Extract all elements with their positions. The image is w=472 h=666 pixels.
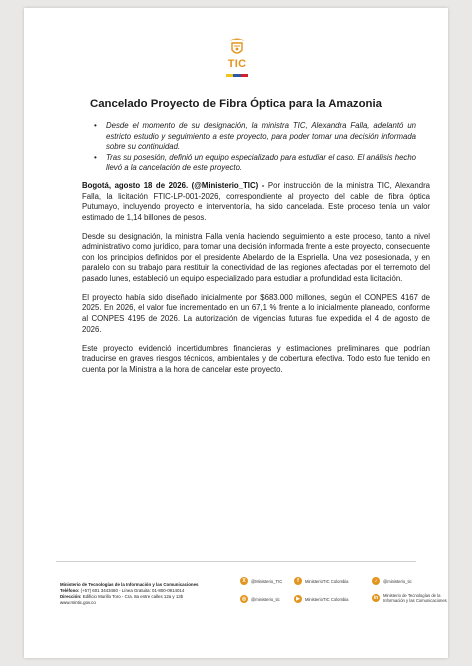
summary-bullets bbox=[94, 121, 416, 174]
x-icon: X bbox=[240, 577, 248, 585]
paragraph-text: Por instrucción de la ministra TIC, Alexandra Falla, la licitación FTIC-LP-001-2026, correspondiente al proyecto del cable de fibra óptica Putumayo, incluyendo proyecto e interventoría, ha sido cancelada. Este proceso tenía un valor estimado de 1,14 billones de pesos. bbox=[82, 181, 430, 222]
social-youtube[interactable] bbox=[294, 595, 349, 603]
tiktok-icon: ♪ bbox=[372, 577, 380, 585]
footer-phone: Teléfono: (+57) 601 3443460 - Línea Gratuita: 01-800-0914014 bbox=[60, 588, 185, 593]
social-label: @Ministerio_TIC bbox=[251, 578, 283, 584]
footer-org: Ministerio de Tecnologías de la Información y las Comunicaciones bbox=[60, 582, 199, 587]
press-release-page bbox=[24, 8, 448, 658]
paragraph-3: El proyecto había sido diseñado inicialmente por $683.000 millones, según el CONPES 4167 de 2025. En 2026, el valor fue incrementado en un 67,1 % frente a lo inicialmente planeado, conforme al CONPES 4195 de 2026. La autorización de vigencias futuras fue expedida el 4 de agosto de 2026. bbox=[82, 292, 430, 334]
social-label: MinisterioTIC Colombia bbox=[305, 578, 349, 584]
facebook-icon: f bbox=[294, 577, 302, 585]
social-x[interactable] bbox=[240, 577, 282, 585]
bullet-item bbox=[94, 152, 416, 174]
bullet-text: Tras su posesión, definió un equipo especializado para estudiar el caso. El análisis hecho llevó a la cancelación de este proyecto. bbox=[106, 152, 416, 173]
instagram-icon: ◎ bbox=[241, 595, 247, 602]
footer-website-link[interactable]: www.mintic.gov.co bbox=[60, 600, 96, 605]
social-links bbox=[240, 577, 450, 613]
bullet-item bbox=[94, 121, 416, 153]
footer-contact bbox=[60, 582, 220, 606]
footer-address: Dirección: Edificio Murillo Toro - Cra. 8a entre calles 12a y 13b bbox=[60, 594, 184, 599]
social-linkedin[interactable] bbox=[372, 593, 452, 603]
flag-stripe bbox=[226, 74, 248, 77]
dateline: Bogotá, agosto 18 de 2026. (@Ministerio_TIC) - bbox=[82, 181, 265, 190]
social-tiktok[interactable] bbox=[372, 577, 412, 585]
paragraph-2: Desde su designación, la ministra Falla venía haciendo seguimiento a este proceso, tanto a nivel administrativo como jurídico, para tomar una decisión informada frente a este proyecto, consecuente con los principios definidos por el presidente Abelardo de la Espriella. Una vez posesionada, y en paralelo con su trabajo para restituir la conectividad de las regiones afectadas por el terremoto del pasado lunes, estableció un equipo especializado para estudiar a profundidad esta licitación. bbox=[82, 231, 430, 283]
logo-wordmark: TIC bbox=[227, 58, 247, 70]
linkedin-icon: in bbox=[373, 594, 379, 601]
paragraph-4: Este proyecto evidenció incertidumbres financieras y estimaciones preliminares que podrían traducirse en graves riesgos técnicos, ambientales y de cobertura efectiva. Todo esto fue tenido en cuenta por la Ministra a la hora de cancelar este proyecto. bbox=[82, 343, 430, 374]
paragraph-1 bbox=[82, 181, 430, 223]
bullet-text: Desde el momento de su designación, la ministra TIC, Alexandra Falla, adelantó un estricto estudio y seguimiento a este proyecto, para poder tomar una decisión informada sobre su continuidad. bbox=[106, 121, 416, 152]
social-label: @ministerio_tic bbox=[383, 578, 412, 584]
social-facebook[interactable] bbox=[294, 577, 349, 585]
page-title: Cancelado Proyecto de Fibra Óptica para la Amazonia bbox=[89, 98, 383, 110]
bullet-dot-icon: • bbox=[94, 121, 97, 130]
mintic-logo bbox=[224, 36, 250, 82]
social-label: Ministerio de Tecnologías de la Información y las Comunicaciones bbox=[383, 593, 447, 603]
coat-of-arms-icon bbox=[224, 36, 250, 58]
article-body bbox=[82, 181, 430, 384]
footer-divider bbox=[56, 561, 416, 562]
social-label: @ministerio_tic bbox=[251, 596, 280, 602]
youtube-icon: ▶ bbox=[294, 595, 302, 603]
social-instagram[interactable] bbox=[240, 595, 280, 603]
social-label: MinisterioTIC Colombia bbox=[305, 596, 349, 602]
bullet-dot-icon: • bbox=[94, 152, 97, 162]
